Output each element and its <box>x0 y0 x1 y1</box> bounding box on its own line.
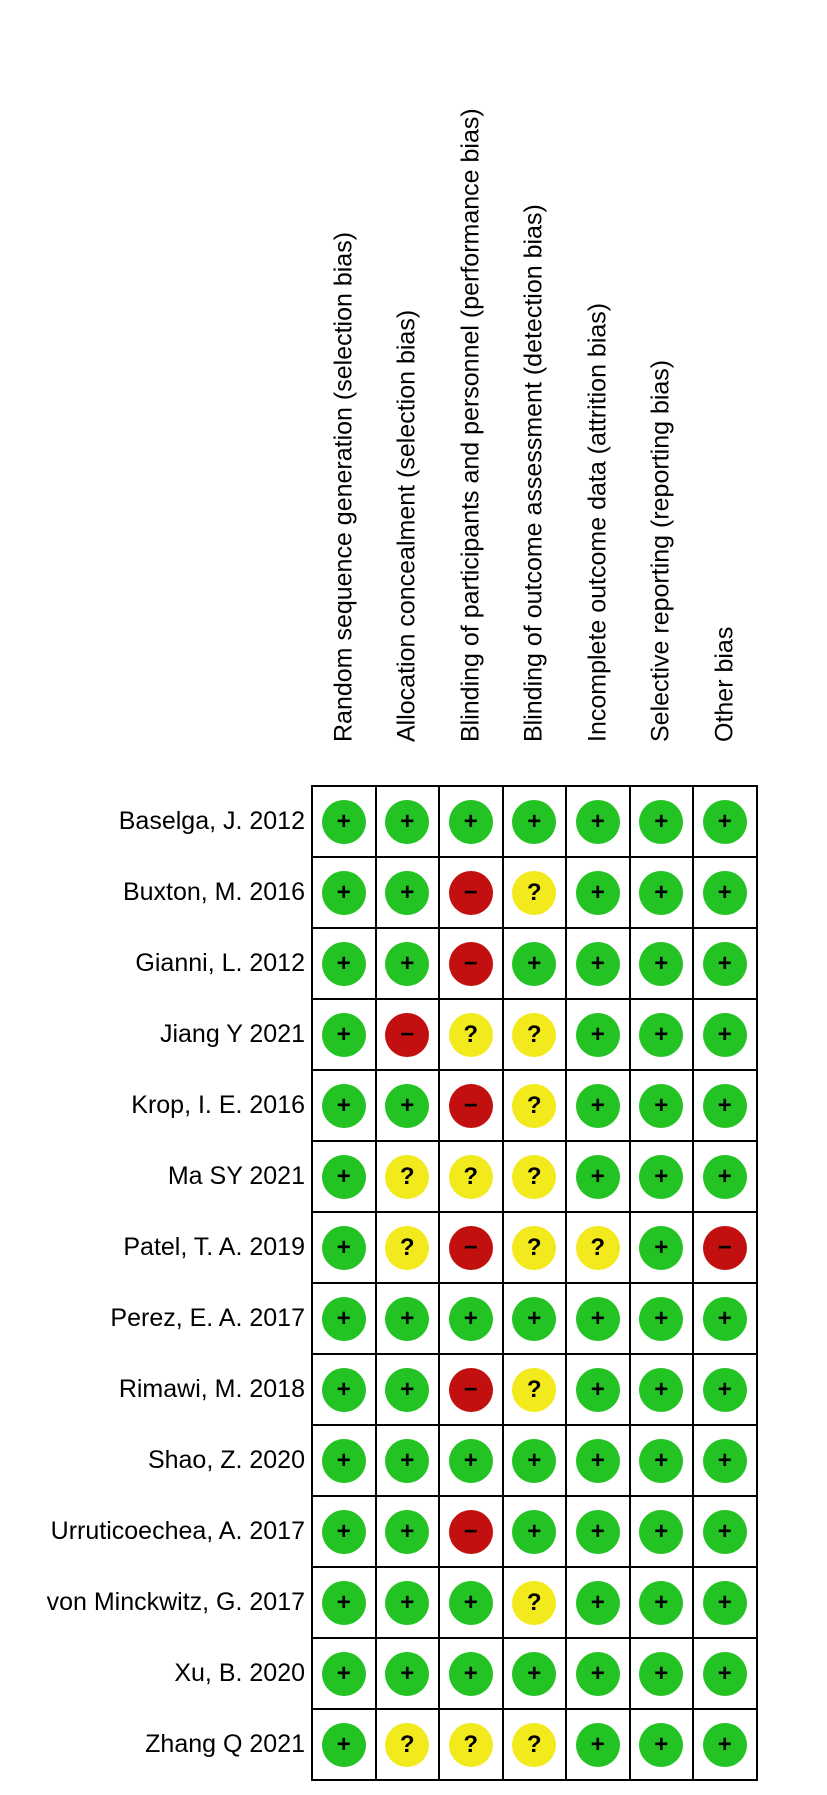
low-risk-icon: + <box>385 800 429 844</box>
judgement-cell <box>313 1426 375 1495</box>
low-risk-icon: + <box>322 1439 366 1483</box>
low-risk-icon: + <box>639 1155 683 1199</box>
risk-of-bias-grid <box>311 785 758 1781</box>
judgement-cell <box>567 1142 629 1211</box>
judgement-cell <box>504 1142 566 1211</box>
column-header-label: Selective reporting (reporting bias) <box>646 359 675 742</box>
unclear-risk-icon: ? <box>385 1723 429 1767</box>
unclear-risk-icon: ? <box>512 1368 556 1412</box>
judgement-cell <box>440 1071 502 1140</box>
column-header-label: Other bias <box>710 626 739 742</box>
low-risk-icon: + <box>385 1439 429 1483</box>
column-header-label: Incomplete outcome data (attrition bias) <box>583 302 612 742</box>
unclear-risk-icon: ? <box>512 1155 556 1199</box>
low-risk-icon: + <box>703 1439 747 1483</box>
high-risk-icon: − <box>385 1013 429 1057</box>
unclear-risk-icon: ? <box>512 1226 556 1270</box>
judgement-cell <box>694 858 756 927</box>
high-risk-icon: − <box>449 1226 493 1270</box>
low-risk-icon: + <box>385 1652 429 1696</box>
unclear-risk-icon: ? <box>385 1226 429 1270</box>
judgement-cell <box>694 1213 756 1282</box>
low-risk-icon: + <box>512 1510 556 1554</box>
low-risk-icon: + <box>576 1439 620 1483</box>
high-risk-icon: − <box>449 871 493 915</box>
unclear-risk-icon: ? <box>512 1084 556 1128</box>
study-label: Zhang Q 2021 <box>145 1729 305 1758</box>
judgement-cell <box>440 1568 502 1637</box>
low-risk-icon: + <box>703 1723 747 1767</box>
judgement-cell <box>440 1639 502 1708</box>
low-risk-icon: + <box>703 1084 747 1128</box>
low-risk-icon: + <box>322 1155 366 1199</box>
low-risk-icon: + <box>576 1155 620 1199</box>
low-risk-icon: + <box>703 1510 747 1554</box>
column-header-6 <box>641 0 681 785</box>
judgement-cell <box>313 929 375 998</box>
low-risk-icon: + <box>322 800 366 844</box>
judgement-cell <box>313 1710 375 1779</box>
low-risk-icon: + <box>512 1297 556 1341</box>
column-header-4 <box>514 0 554 785</box>
low-risk-icon: + <box>322 1652 366 1696</box>
judgement-cell <box>313 1497 375 1566</box>
judgement-cell <box>377 858 439 927</box>
unclear-risk-icon: ? <box>449 1013 493 1057</box>
judgement-cell <box>313 1071 375 1140</box>
column-header-area <box>0 0 827 785</box>
column-header-label: Blinding of participants and personnel (performance bias) <box>456 108 485 742</box>
low-risk-icon: + <box>322 1226 366 1270</box>
high-risk-icon: − <box>703 1226 747 1270</box>
judgement-cell <box>313 1213 375 1282</box>
judgement-cell <box>631 1355 693 1424</box>
low-risk-icon: + <box>322 1510 366 1554</box>
study-label: Urruticoechea, A. 2017 <box>50 1516 305 1545</box>
judgement-cell <box>694 1142 756 1211</box>
column-header-7 <box>705 0 745 785</box>
judgement-cell <box>504 1213 566 1282</box>
low-risk-icon: + <box>576 1084 620 1128</box>
low-risk-icon: + <box>703 1155 747 1199</box>
low-risk-icon: + <box>576 942 620 986</box>
judgement-cell <box>440 1497 502 1566</box>
low-risk-icon: + <box>703 1581 747 1625</box>
judgement-cell <box>694 1568 756 1637</box>
judgement-cell <box>440 929 502 998</box>
judgement-cell <box>504 1355 566 1424</box>
unclear-risk-icon: ? <box>449 1155 493 1199</box>
judgement-cell <box>631 1000 693 1069</box>
judgement-cell <box>313 1639 375 1708</box>
judgement-cell <box>567 1000 629 1069</box>
judgement-cell <box>631 1142 693 1211</box>
study-label: Gianni, L. 2012 <box>135 948 305 977</box>
low-risk-icon: + <box>639 1652 683 1696</box>
low-risk-icon: + <box>639 942 683 986</box>
study-label: Perez, E. A. 2017 <box>110 1303 305 1332</box>
low-risk-icon: + <box>385 1510 429 1554</box>
low-risk-icon: + <box>512 942 556 986</box>
column-header-label: Allocation concealment (selection bias) <box>392 309 421 742</box>
low-risk-icon: + <box>322 871 366 915</box>
low-risk-icon: + <box>576 1368 620 1412</box>
low-risk-icon: + <box>576 800 620 844</box>
study-label: Xu, B. 2020 <box>174 1658 305 1687</box>
judgement-cell <box>504 1710 566 1779</box>
judgement-cell <box>504 858 566 927</box>
judgement-cell <box>694 1426 756 1495</box>
unclear-risk-icon: ? <box>512 1013 556 1057</box>
low-risk-icon: + <box>322 1297 366 1341</box>
low-risk-icon: + <box>703 1013 747 1057</box>
low-risk-icon: + <box>449 800 493 844</box>
judgement-cell <box>631 929 693 998</box>
column-header-label: Blinding of outcome assessment (detection bias) <box>519 204 548 742</box>
column-header-2 <box>387 0 427 785</box>
judgement-cell <box>440 787 502 856</box>
judgement-cell <box>313 1284 375 1353</box>
low-risk-icon: + <box>512 800 556 844</box>
judgement-cell <box>504 929 566 998</box>
judgement-cell <box>694 1497 756 1566</box>
judgement-cell <box>567 1639 629 1708</box>
judgement-cell <box>631 787 693 856</box>
low-risk-icon: + <box>576 1013 620 1057</box>
judgement-cell <box>377 1000 439 1069</box>
low-risk-icon: + <box>322 1084 366 1128</box>
judgement-cell <box>377 1568 439 1637</box>
judgement-cell <box>694 787 756 856</box>
judgement-cell <box>377 1355 439 1424</box>
column-header-5 <box>578 0 618 785</box>
low-risk-icon: + <box>703 1297 747 1341</box>
judgement-cell <box>313 1000 375 1069</box>
low-risk-icon: + <box>639 871 683 915</box>
low-risk-icon: + <box>385 942 429 986</box>
low-risk-icon: + <box>703 871 747 915</box>
judgement-cell <box>694 929 756 998</box>
judgement-cell <box>440 1284 502 1353</box>
judgement-cell <box>504 1639 566 1708</box>
unclear-risk-icon: ? <box>512 871 556 915</box>
column-header-label: Random sequence generation (selection bias) <box>329 231 358 742</box>
column-header-3 <box>451 0 491 785</box>
low-risk-icon: + <box>512 1652 556 1696</box>
study-label: Rimawi, M. 2018 <box>118 1374 305 1403</box>
low-risk-icon: + <box>703 800 747 844</box>
high-risk-icon: − <box>449 1084 493 1128</box>
judgement-cell <box>440 1355 502 1424</box>
low-risk-icon: + <box>576 1723 620 1767</box>
judgement-cell <box>694 1355 756 1424</box>
judgement-cell <box>377 1497 439 1566</box>
low-risk-icon: + <box>449 1581 493 1625</box>
study-label: Krop, I. E. 2016 <box>131 1090 305 1119</box>
low-risk-icon: + <box>385 1297 429 1341</box>
judgement-cell <box>567 1426 629 1495</box>
low-risk-icon: + <box>703 942 747 986</box>
judgement-cell <box>567 1497 629 1566</box>
judgement-cell <box>504 1071 566 1140</box>
judgement-cell <box>313 1355 375 1424</box>
judgement-cell <box>694 1284 756 1353</box>
low-risk-icon: + <box>385 1581 429 1625</box>
study-label: Ma SY 2021 <box>167 1161 305 1190</box>
judgement-cell <box>377 1142 439 1211</box>
low-risk-icon: + <box>385 871 429 915</box>
judgement-cell <box>504 1497 566 1566</box>
low-risk-icon: + <box>639 1084 683 1128</box>
judgement-cell <box>377 1639 439 1708</box>
low-risk-icon: + <box>703 1368 747 1412</box>
low-risk-icon: + <box>639 1510 683 1554</box>
study-label: Shao, Z. 2020 <box>147 1445 305 1474</box>
judgement-cell <box>694 1710 756 1779</box>
judgement-cell <box>313 787 375 856</box>
low-risk-icon: + <box>639 1723 683 1767</box>
low-risk-icon: + <box>512 1439 556 1483</box>
judgement-cell <box>631 1213 693 1282</box>
judgement-cell <box>313 1568 375 1637</box>
judgement-cell <box>567 787 629 856</box>
low-risk-icon: + <box>576 871 620 915</box>
judgement-cell <box>377 1426 439 1495</box>
judgement-cell <box>631 858 693 927</box>
low-risk-icon: + <box>639 1297 683 1341</box>
low-risk-icon: + <box>639 1439 683 1483</box>
judgement-cell <box>631 1568 693 1637</box>
high-risk-icon: − <box>449 1510 493 1554</box>
judgement-cell <box>440 1213 502 1282</box>
judgement-cell <box>504 1284 566 1353</box>
unclear-risk-icon: ? <box>512 1723 556 1767</box>
judgement-cell <box>567 1071 629 1140</box>
judgement-cell <box>377 1710 439 1779</box>
judgement-cell <box>567 1568 629 1637</box>
low-risk-icon: + <box>639 800 683 844</box>
low-risk-icon: + <box>322 1368 366 1412</box>
judgement-cell <box>313 858 375 927</box>
judgement-cell <box>377 1213 439 1282</box>
unclear-risk-icon: ? <box>512 1581 556 1625</box>
low-risk-icon: + <box>449 1652 493 1696</box>
judgement-cell <box>440 1710 502 1779</box>
low-risk-icon: + <box>576 1652 620 1696</box>
judgement-cell <box>694 1639 756 1708</box>
judgement-cell <box>440 1000 502 1069</box>
low-risk-icon: + <box>322 1581 366 1625</box>
judgement-cell <box>504 1000 566 1069</box>
study-label: Baselga, J. 2012 <box>118 806 305 835</box>
low-risk-icon: + <box>576 1297 620 1341</box>
study-label: Jiang Y 2021 <box>159 1019 305 1048</box>
judgement-cell <box>631 1071 693 1140</box>
judgement-cell <box>694 1071 756 1140</box>
study-label: Patel, T. A. 2019 <box>123 1232 305 1261</box>
judgement-cell <box>440 858 502 927</box>
unclear-risk-icon: ? <box>449 1723 493 1767</box>
judgement-cell <box>631 1710 693 1779</box>
high-risk-icon: − <box>449 1368 493 1412</box>
low-risk-icon: + <box>639 1226 683 1270</box>
judgement-cell <box>377 787 439 856</box>
unclear-risk-icon: ? <box>576 1226 620 1270</box>
judgement-cell <box>631 1497 693 1566</box>
judgement-cell <box>567 1355 629 1424</box>
study-label: Buxton, M. 2016 <box>122 877 305 906</box>
judgement-cell <box>504 1568 566 1637</box>
column-header-1 <box>324 0 364 785</box>
judgement-cell <box>567 858 629 927</box>
low-risk-icon: + <box>576 1581 620 1625</box>
judgement-cell <box>313 1142 375 1211</box>
high-risk-icon: − <box>449 942 493 986</box>
low-risk-icon: + <box>639 1013 683 1057</box>
judgement-cell <box>631 1639 693 1708</box>
judgement-cell <box>567 1213 629 1282</box>
judgement-cell <box>694 1000 756 1069</box>
judgement-cell <box>567 1284 629 1353</box>
low-risk-icon: + <box>576 1510 620 1554</box>
judgement-cell <box>567 1710 629 1779</box>
judgement-cell <box>567 929 629 998</box>
judgement-cell <box>377 929 439 998</box>
judgement-cell <box>631 1284 693 1353</box>
low-risk-icon: + <box>639 1581 683 1625</box>
low-risk-icon: + <box>449 1439 493 1483</box>
low-risk-icon: + <box>385 1368 429 1412</box>
unclear-risk-icon: ? <box>385 1155 429 1199</box>
low-risk-icon: + <box>322 1723 366 1767</box>
low-risk-icon: + <box>322 942 366 986</box>
low-risk-icon: + <box>449 1297 493 1341</box>
low-risk-icon: + <box>703 1652 747 1696</box>
low-risk-icon: + <box>639 1368 683 1412</box>
judgement-cell <box>504 787 566 856</box>
judgement-cell <box>440 1142 502 1211</box>
judgement-cell <box>504 1426 566 1495</box>
judgement-cell <box>440 1426 502 1495</box>
study-label: von Minckwitz, G. 2017 <box>46 1587 305 1616</box>
low-risk-icon: + <box>385 1084 429 1128</box>
judgement-cell <box>377 1071 439 1140</box>
judgement-cell <box>377 1284 439 1353</box>
low-risk-icon: + <box>322 1013 366 1057</box>
judgement-cell <box>631 1426 693 1495</box>
